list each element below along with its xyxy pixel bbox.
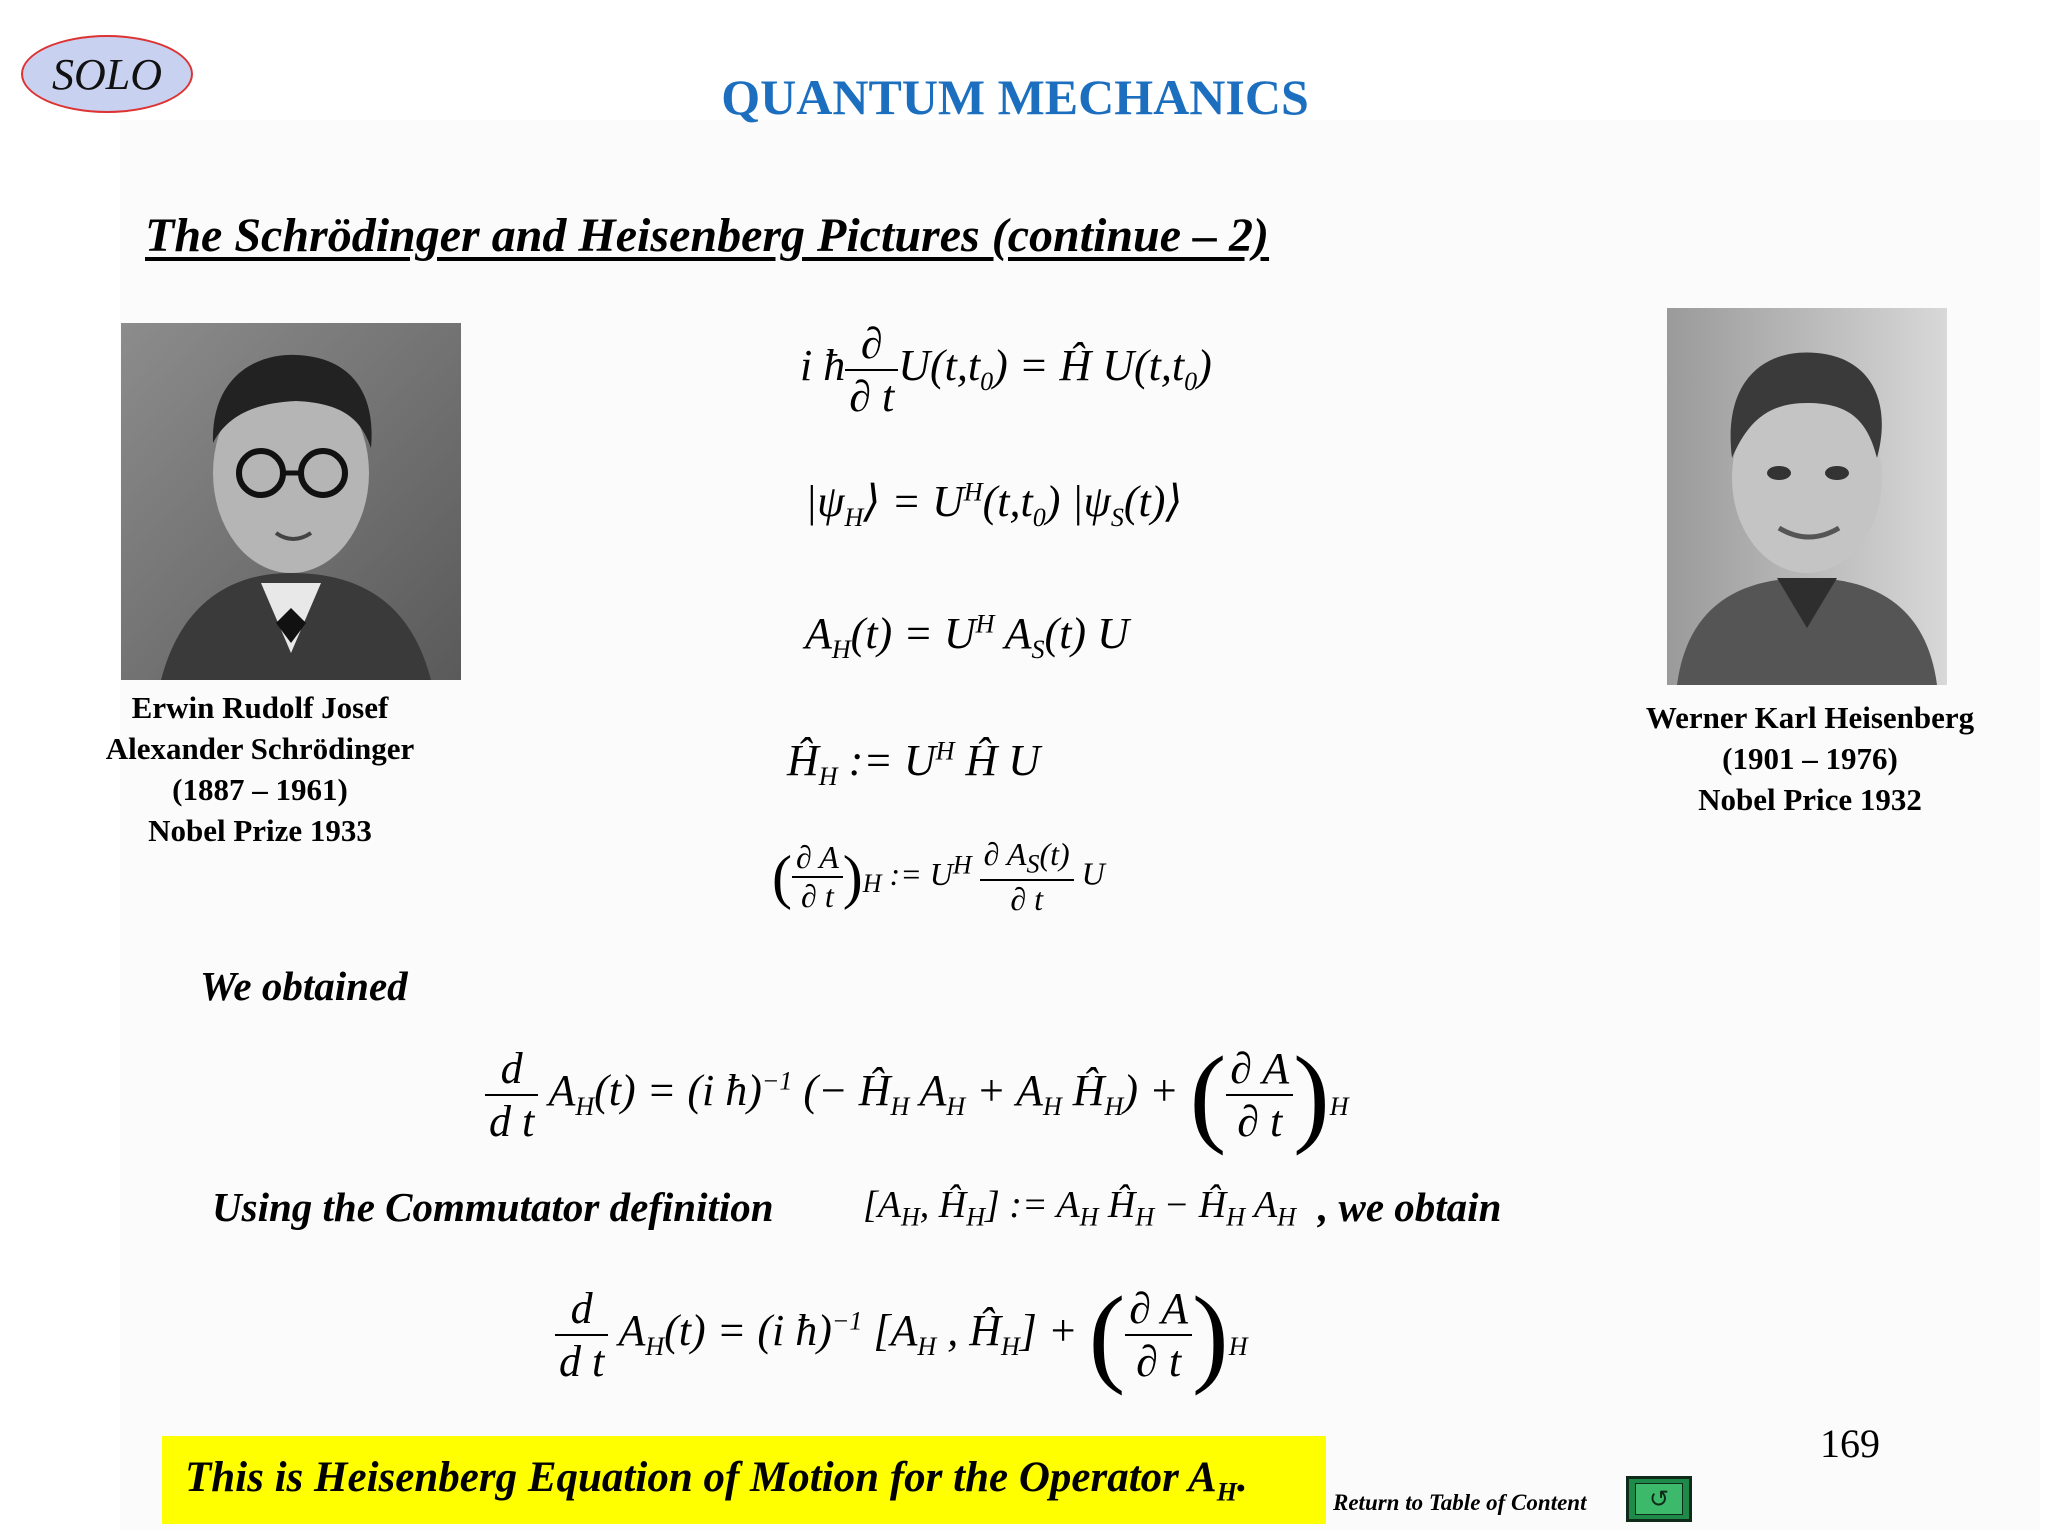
return-to-toc-button[interactable] (1626, 1476, 1692, 1522)
return-arrow-icon: ↺ (1635, 1483, 1683, 1515)
equation-derivative-result: $\frac{d}{\text{d t}}$ $A_H(t) = (i$ ħ)$^{-1}$ (− $Ĥ_H$ $A_H + A_H$ $Ĥ_H$) + ( $\frac{\partial A}{\partial t}$ )$_H$ (485, 1040, 1349, 1150)
schrodinger-caption: Erwin Rudolf Josef Alexander Schrödinger (1887 – 1961) Nobel Prize 1933 (105, 690, 415, 848)
solo-logo: SOLO (21, 35, 193, 113)
equation-partial-derivative-definition: ( $\frac{\partial A}{\partial t}$ )$_H$ := $U^H$ $\frac{\partial A_S(t)}{\partial t}$ U (772, 836, 1105, 918)
page-number: 169 (1820, 1421, 1880, 1466)
section-subtitle: The Schrödinger and Heisenberg Pictures (continue – 2) (145, 209, 1270, 262)
equation-operator-transform: $A_H(t) = U^H$ $A_S(t)$ U (805, 609, 1129, 664)
note-we-obtained: We obtained (200, 963, 408, 1009)
equation-heisenberg-motion: $\frac{d}{\text{d t}}$ $A_H(t) = (i$ ħ)$^{-1}$ [$A_H$ , $Ĥ_H$] + ( $\frac{\partial A}{\partial t}$ )$_H$ (555, 1280, 1247, 1390)
page-title: QUANTUM MECHANICS (721, 69, 1309, 125)
heisenberg-caption: Werner Karl Heisenberg (1901 – 1976) Nobel Price 1932 (1645, 700, 1975, 817)
equation-time-evolution: i ħ $\frac{\partial}{\partial t}$ $U(t,t_0)$ = Ĥ $U(t,t_0)$ (800, 319, 1212, 421)
equation-hamiltonian-definition: $Ĥ_H$ := $U^H$ Ĥ U (787, 736, 1041, 791)
equation-heisenberg-state: $|\psi_H⟩ = U^H(t,t_0)$ $|\psi_S(t)⟩$ (805, 477, 1183, 532)
note-commutator-suffix: , we obtain (1318, 1184, 1502, 1230)
equation-commutator-definition: [$A_H$, $Ĥ_H$] := $A_H$ $Ĥ_H$ − $Ĥ_H$ $A_H$ (863, 1184, 1296, 1232)
note-commutator-prefix: Using the Commutator definition (212, 1184, 774, 1230)
heisenberg-portrait (1667, 308, 1947, 685)
schrodinger-portrait (121, 323, 461, 680)
return-to-toc-link[interactable]: Return to Table of Content (1333, 1490, 1587, 1515)
conclusion-text: This is Heisenberg Equation of Motion for the Operator $A_H$. (185, 1454, 1248, 1507)
